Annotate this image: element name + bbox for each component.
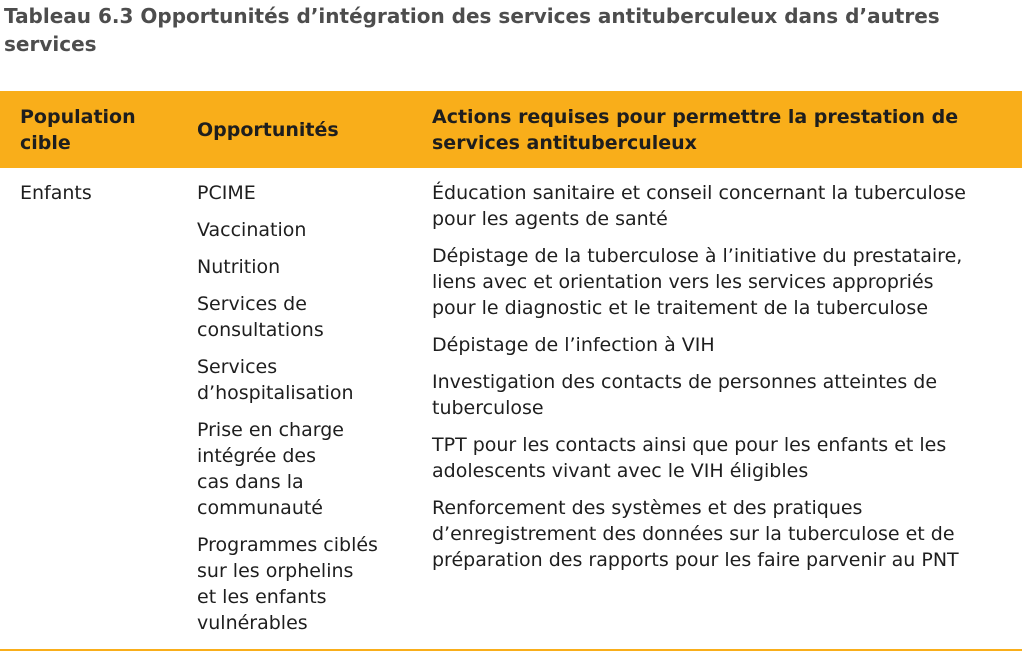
population-cell: Enfants (20, 182, 92, 204)
opportunity-item: Programmes ciblés sur les orphelins et les enfants vulnérables (197, 534, 378, 634)
table-bottom-rule (0, 649, 1022, 651)
action-item: TPT pour les contacts ainsi que pour les enfants et les adolescents vivant avec le VIH éligibles (432, 434, 947, 482)
header-population-cible (20, 91, 180, 168)
action-item: Dépistage de l’infection à VIH (432, 334, 715, 356)
action-item: Dépistage de la tuberculose à l’initiative du prestataire, liens avec et orientation vers les services appropriés pour le diagnostic et le traitement de la tuberculose (432, 245, 963, 319)
header-actions-requises (432, 91, 1017, 168)
action-item: Renforcement des systèmes et des pratiques d’enregistrement des données sur la tuberculose et de préparation des rapports pour les faire parvenir au PNT (432, 497, 959, 571)
actions-column (432, 180, 1022, 584)
table-title: Tableau 6.3 Opportunités d’intégration des services antituberculeux dans d’autres services (4, 4, 940, 56)
opportunity-item: Nutrition (197, 256, 281, 278)
opportunity-item: Prise en charge intégrée des cas dans la communauté (197, 419, 344, 519)
opportunity-item: Vaccination (197, 219, 307, 241)
header-population-cible-label: Population cible (20, 105, 136, 154)
header-actions-requises-label: Actions requises pour permettre la prestation de services antituberculeux (432, 105, 959, 154)
opportunity-item: PCIME (197, 182, 256, 204)
header-opportunites (197, 91, 417, 168)
opportunity-item: Services d’hospitalisation (197, 356, 354, 404)
opportunity-item: Services de consultations (197, 293, 324, 341)
action-item: Éducation sanitaire et conseil concernant la tuberculose pour les agents de santé (432, 182, 966, 230)
population-column (20, 180, 180, 217)
table-header (0, 91, 1022, 168)
header-opportunites-label: Opportunités (197, 118, 339, 141)
action-item: Investigation des contacts de personnes atteintes de tuberculose (432, 371, 938, 419)
opportunities-column (197, 180, 412, 647)
